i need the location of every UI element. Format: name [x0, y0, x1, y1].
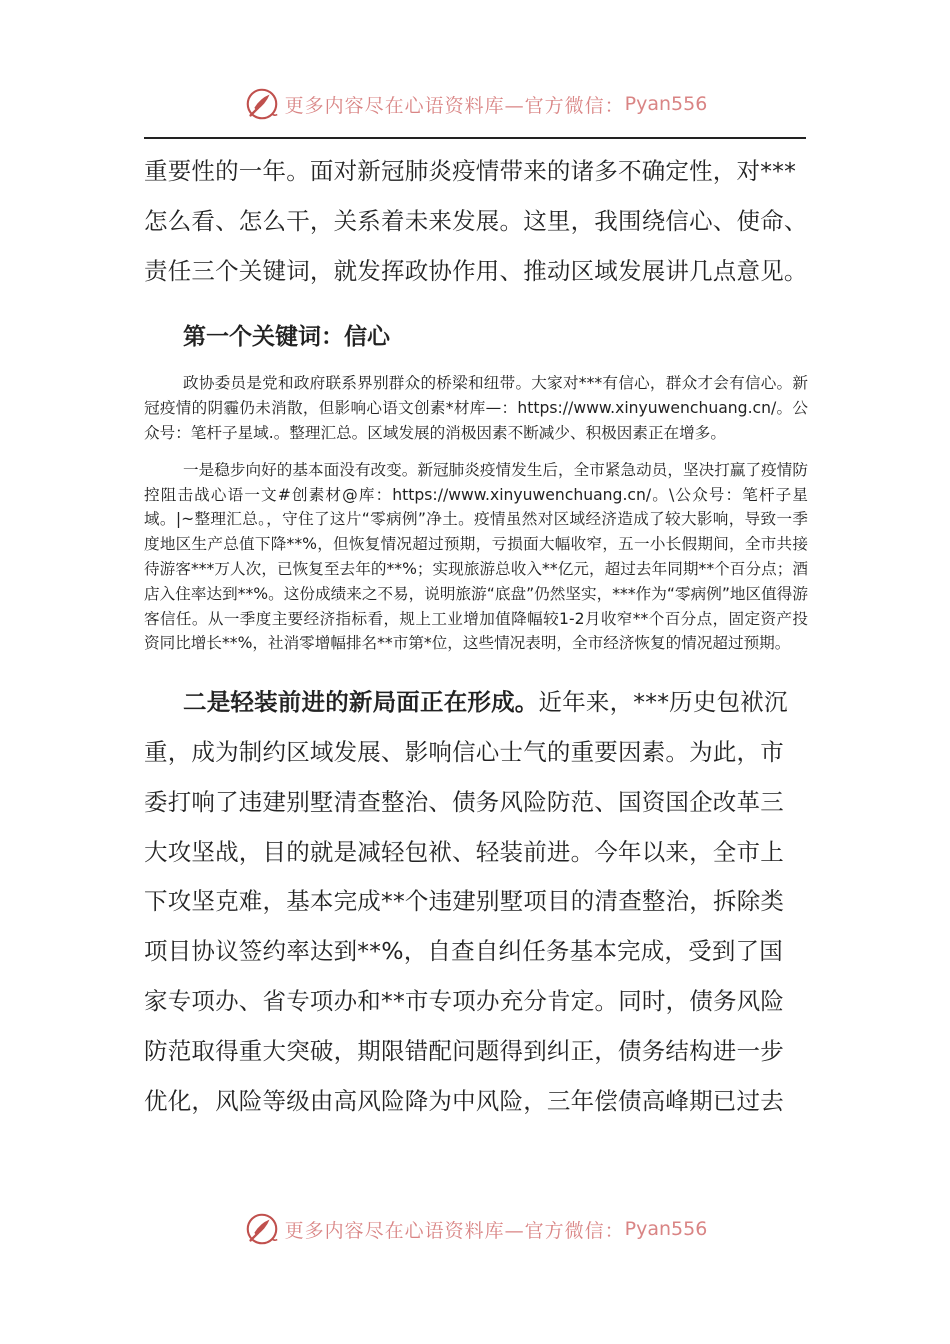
paragraph-3-line: 项目协议签约率达到**%，自查自纠任务基本完成，受到了国 — [144, 937, 783, 966]
paragraph-3-line: 大攻坚战，目的就是减轻包袱、轻装前进。今年以来，全市上 — [144, 837, 784, 866]
pen-logo-icon — [243, 1210, 281, 1248]
paragraph-3-lead: 二是轻装前进的新局面正在形成。 — [183, 688, 539, 717]
paragraph-3-line: 优化，风险等级由高风险降为中风险，三年偿债高峰期已过去 — [144, 1086, 784, 1115]
section-heading: 第一个关键词：信心 — [183, 324, 390, 351]
header-divider — [144, 137, 806, 139]
intro-line: 责任三个关键词，就发挥政协作用、推动区域发展讲几点意见。 — [144, 256, 808, 285]
paragraph-3-line: 防范取得重大突破，期限错配问题得到纠正，债务结构进一步 — [144, 1036, 784, 1065]
header-brand-text: 更多内容尽在心语资料库—官方微信： — [284, 94, 625, 117]
paragraph-1: 政协委员是党和政府联系界别群众的桥梁和纽带。大家对***有信心，群众才会有信心。新冠疫情的阴霾仍未消散，但影响心语文创素*材库—：https://www.xinyuwenchuang.cn/。公众号：笔杆子星域.。整理汇总。区域发展的消极因素不断减少、积极因素正在增多。 — [144, 374, 808, 442]
footer-wechat-id: Pyan556 — [624, 1218, 708, 1240]
pen-logo-icon — [243, 85, 281, 123]
document-body — [144, 147, 808, 1126]
paragraph-3 — [144, 678, 808, 1126]
intro-line: 怎么看、怎么干，关系着未来发展。这里，我围绕信心、使命、 — [144, 206, 808, 235]
header-wechat-id: Pyan556 — [624, 93, 708, 115]
paragraph-3-line: 委打响了违建别墅清查整治、债务风险防范、国资国企改革三 — [144, 787, 784, 816]
paragraph-3-line: 下攻坚克难，基本完成**个违建别墅项目的清查整治，拆除类 — [144, 887, 785, 916]
paragraph-3-first-line — [144, 678, 808, 728]
paragraph-3-line: 重，成为制约区域发展、影响信心士气的重要因素。为此，市 — [144, 737, 784, 766]
intro-line: 重要性的一年。面对新冠肺炎疫情带来的诸多不确定性，对*** — [144, 157, 797, 185]
footer-brand-text: 更多内容尽在心语资料库—官方微信： — [284, 1219, 625, 1242]
paragraph-3-line: 近年来，***历史包袱沉 — [538, 688, 788, 717]
paragraph-3-line: 家专项办、省专项办和**市专项办充分肯定。同时，债务风险 — [144, 986, 785, 1015]
paragraph-2: 一是稳步向好的基本面没有改变。新冠肺炎疫情发生后，全市紧急动员，坚决打赢了疫情防控阻击战心语一文#创素材@库：https://www.xinyuwenchuang.cn/。\公众号：笔杆子星域。|~整理汇总。，守住了这片“零病例”净土。疫情虽然对区域经济造成了较大影响，导致一季度地区生产总值下降**%，但恢复情况超过预期，亏损面大幅收窄，五一小长假期间，全市共接待游客***万人次，已恢复至去年的**%；实现旅游总收入**亿元，超过去年同期**个百分点；酒店入住率达到**%。这份成绩来之不易，说明旅游“底盘”仍然坚实，***作为“零病例”地区值得游客信任。从一季度主要经济指标看，规上工业增加值降幅较1-2月收窄**个百分点，固定资产投资同比增长**%，社消零增幅排名**市第*位，这些情况表明，全市经济恢复的情况超过预期。 — [144, 460, 808, 653]
page-footer — [0, 1209, 950, 1249]
page-header — [0, 84, 950, 124]
